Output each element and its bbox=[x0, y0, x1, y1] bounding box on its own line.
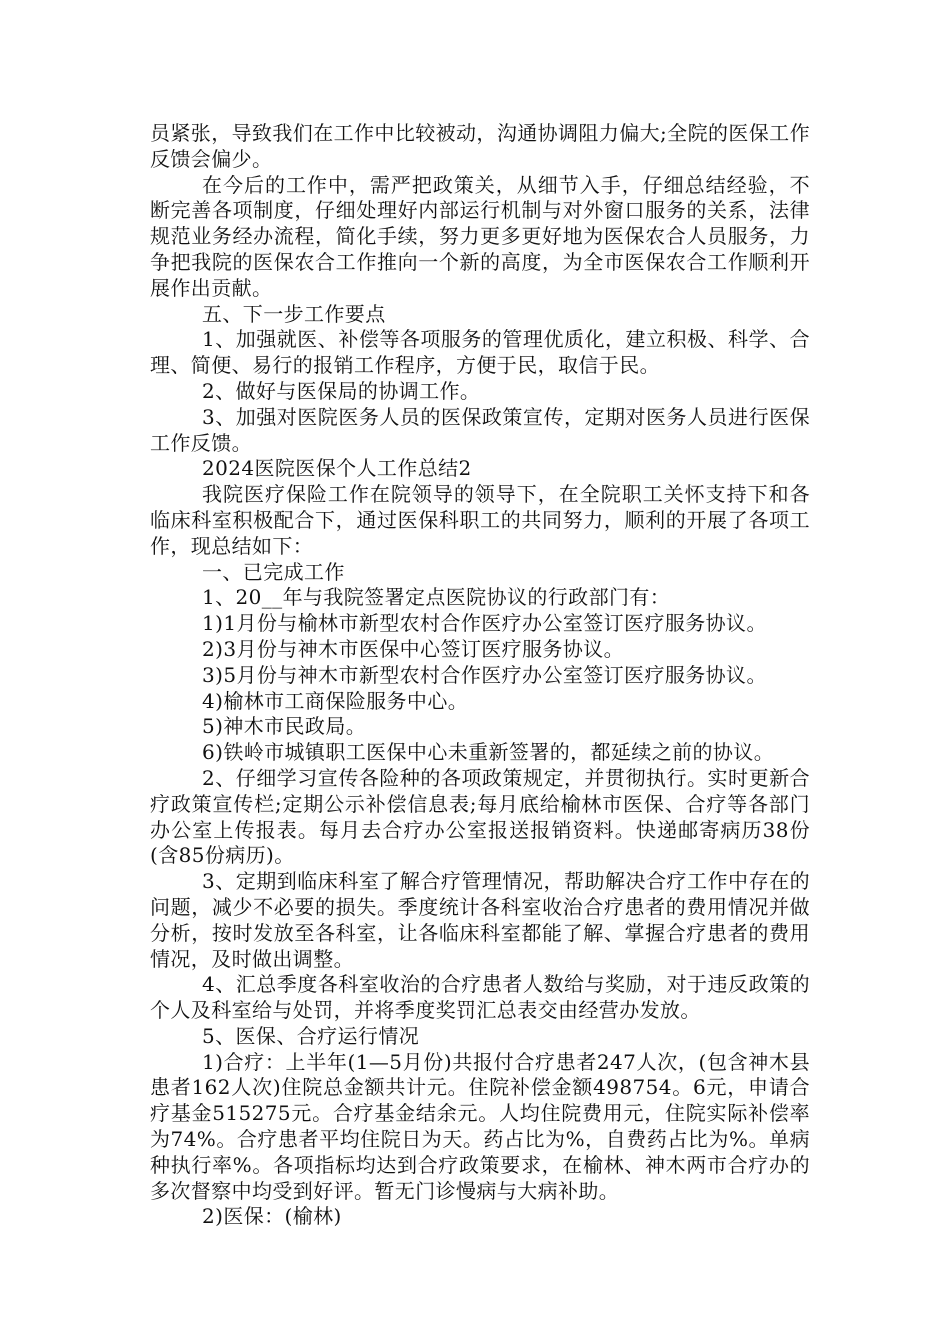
paragraph: 5)神木市民政局。 bbox=[202, 714, 367, 739]
paragraph: 4)榆林市工商保险服务中心。 bbox=[202, 688, 469, 713]
paragraph: 在今后的工作中，需严把政策关，从细节入手，仔细总结经验，不断完善各项制度，仔细处理好内部运行机制与对外窗口服务的关系，法律规范业务经办流程，简化手续，努力更多更好地为医保农合人员服务，力争把我院的医保农合工作推向一个新的高度，为全市医保农合工作顺利开展作出贡献。 bbox=[150, 172, 810, 300]
paragraph: 2、做好与医保局的协调工作。 bbox=[202, 378, 481, 403]
paragraph: 员紧张，导致我们在工作中比较被动，沟通协调阻力偏大;全院的医保工作反馈会偏少。 bbox=[150, 121, 810, 171]
paragraph: 3、加强对医院医务人员的医保政策宣传，定期对医务人员进行医保工作反馈。 bbox=[150, 404, 810, 455]
paragraph: 我院医疗保险工作在院领导的领导下，在全院职工关怀支持下和各临床科室积极配合下，通过医保科职工的共同努力，顺利的开展了各项工作，现总结如下： bbox=[150, 482, 810, 558]
paragraph: 一、已完成工作 bbox=[202, 559, 345, 584]
document-body bbox=[150, 121, 810, 1230]
paragraph: 2024医院医保个人工作总结2 bbox=[202, 456, 472, 481]
paragraph: 6)铁岭市城镇职工医保中心未重新签署的，都延续之前的协议。 bbox=[202, 740, 775, 765]
paragraph: 4、汇总季度各科室收治的合疗患者人数给与奖励，对于违反政策的个人及科室给与处罚，并将季度奖罚汇总表交由经营办发放。 bbox=[150, 972, 810, 1023]
paragraph: 1、20__年与我院签署定点医院协议的行政部门有： bbox=[202, 585, 671, 610]
paragraph: 3)5月份与神木市新型农村合作医疗办公室签订医疗服务协议。 bbox=[202, 662, 767, 687]
paragraph: 2)3月份与神木市医保中心签订医疗服务协议。 bbox=[202, 636, 625, 661]
paragraph: 3、定期到临床科室了解合疗管理情况，帮助解决合疗工作中存在的问题，减少不必要的损失。季度统计各科室收治合疗患者的费用情况并做分析，按时发放至各科室，让各临床科室都能了解、掌握合疗患者的费用情况，及时做出调整。 bbox=[150, 869, 810, 971]
paragraph: 2)医保：(榆林) bbox=[202, 1204, 342, 1229]
paragraph: 1)合疗：上半年(1—5月份)共报付合疗患者247人次，(包含神木县患者162人次)住院总金额共计元。住院补偿金额498754。6元，申请合疗基金515275元。合疗基金结余元。人均住院费用元，住院实际补偿率为74%。合疗患者平均住院日为天。药占比为%，自费药占比为%。单病种执行率%。各项指标均达到合疗政策要求，在榆林、神木两市合疗办的多次督察中均受到好评。暂无门诊慢病与大病补助。 bbox=[150, 1049, 810, 1203]
paragraph: 1、加强就医、补偿等各项服务的管理优质化，建立积极、科学、合理、简便、易行的报销工作程序，方便于民，取信于民。 bbox=[150, 327, 810, 378]
paragraph: 1)1月份与榆林市新型农村合作医疗办公室签订医疗服务协议。 bbox=[202, 611, 767, 636]
paragraph: 五、下一步工作要点 bbox=[202, 301, 386, 326]
paragraph: 5、医保、合疗运行情况 bbox=[202, 1023, 420, 1048]
paragraph: 2、仔细学习宣传各险种的各项政策规定，并贯彻执行。实时更新合疗政策宣传栏;定期公示补偿信息表;每月底给榆林市医保、合疗等各部门办公室上传报表。每月去合疗办公室报送报销资料。快递邮寄病历38份(含85份病历)。 bbox=[150, 765, 810, 868]
